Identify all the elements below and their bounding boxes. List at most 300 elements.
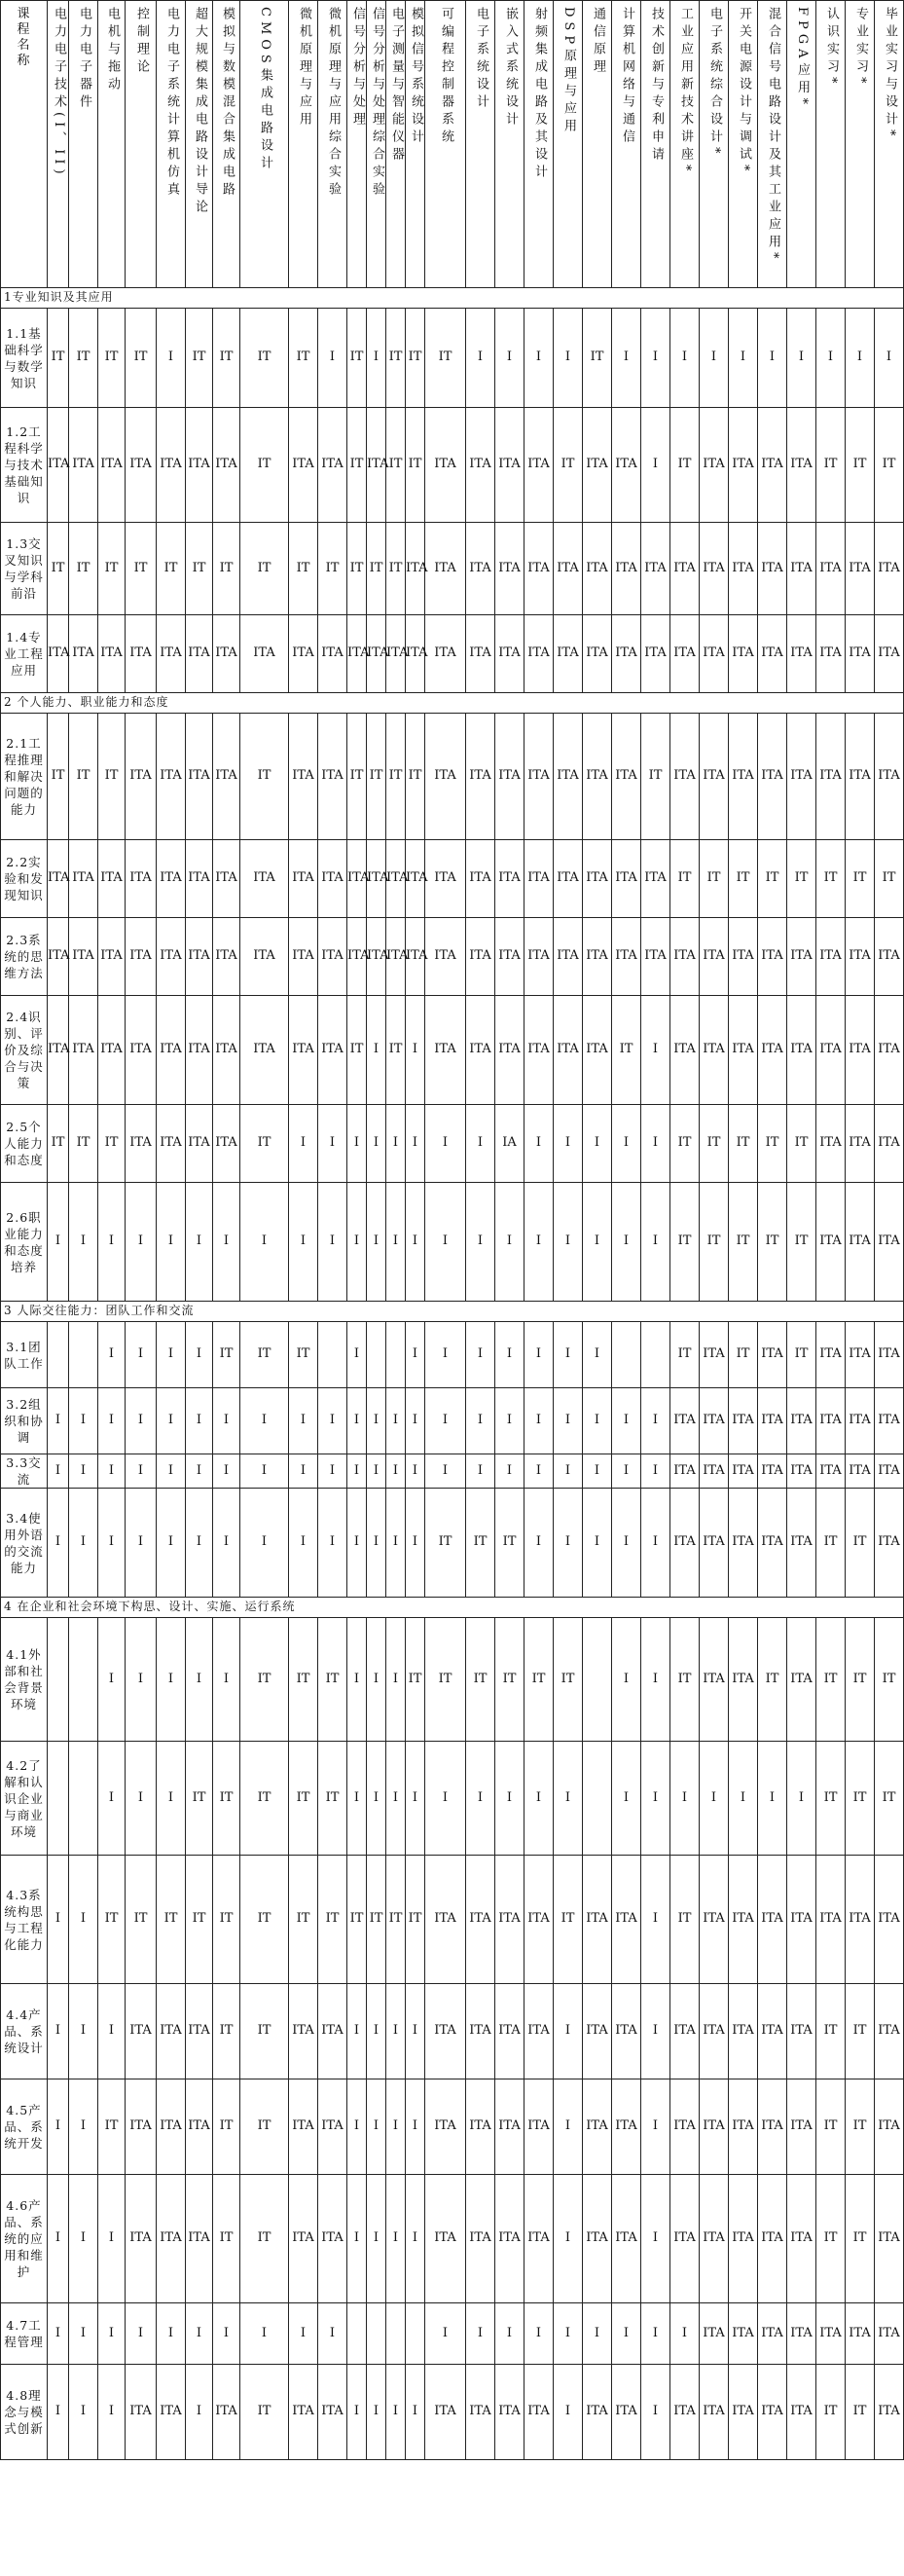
matrix-cell: ITA — [524, 918, 554, 996]
matrix-cell: I — [524, 1454, 554, 1489]
matrix-cell: ITA — [583, 714, 612, 840]
matrix-cell: ITA — [524, 408, 554, 523]
course-header-text: 认识实习* — [823, 7, 839, 89]
row-label: 2.1工程推理和解决问题的能力 — [1, 714, 48, 840]
course-header-text: 技术创新与专利申请 — [648, 7, 664, 165]
matrix-cell: IT — [816, 840, 846, 918]
matrix-cell: ITA — [157, 714, 186, 840]
course-header-19 — [554, 1, 583, 288]
matrix-cell: I — [98, 2365, 126, 2460]
matrix-cell: IT — [186, 1856, 213, 1984]
matrix-cell: ITA — [495, 996, 524, 1105]
matrix-cell: I — [466, 1322, 495, 1388]
matrix-cell: ITA — [240, 918, 289, 996]
matrix-cell: I — [425, 1454, 466, 1489]
matrix-cell — [48, 1618, 69, 1742]
matrix-cell: I — [367, 2079, 386, 2175]
matrix-cell: I — [213, 1183, 240, 1302]
matrix-cell: I — [524, 309, 554, 408]
matrix-cell: ITA — [846, 1183, 875, 1302]
matrix-cell: ITA — [729, 2365, 758, 2460]
matrix-cell: IT — [495, 1489, 524, 1598]
matrix-cell: ITA — [729, 996, 758, 1105]
matrix-cell: ITA — [875, 2175, 904, 2303]
matrix-cell: ITA — [466, 408, 495, 523]
matrix-cell: ITA — [554, 615, 583, 693]
matrix-cell: IT — [367, 523, 386, 615]
row-label: 2.5个人能力和态度 — [1, 1105, 48, 1183]
matrix-cell: IT — [846, 2079, 875, 2175]
matrix-cell: ITA — [466, 615, 495, 693]
matrix-cell: IT — [48, 523, 69, 615]
row-label: 3.1团队工作 — [1, 1322, 48, 1388]
matrix-cell: IT — [758, 1183, 787, 1302]
matrix-cell: IT — [347, 408, 367, 523]
matrix-cell: I — [69, 1183, 98, 1302]
matrix-cell: IT — [240, 408, 289, 523]
matrix-cell: ITA — [289, 714, 318, 840]
matrix-cell: ITA — [213, 918, 240, 996]
matrix-cell: I — [758, 309, 787, 408]
matrix-cell: ITA — [318, 2175, 347, 2303]
matrix-cell: I — [347, 2365, 367, 2460]
matrix-cell: I — [69, 1489, 98, 1598]
matrix-cell — [386, 2303, 406, 2365]
table-row — [1, 523, 904, 615]
matrix-cell: IT — [69, 523, 98, 615]
matrix-cell: IT — [186, 309, 213, 408]
matrix-cell: ITA — [787, 1618, 816, 1742]
matrix-cell: I — [787, 1742, 816, 1856]
matrix-cell: I — [524, 1183, 554, 1302]
matrix-cell: ITA — [126, 714, 157, 840]
course-header-11 — [347, 1, 367, 288]
matrix-cell: I — [495, 1388, 524, 1454]
row-label: 4.1外部和社会背景环境 — [1, 1618, 48, 1742]
matrix-cell: ITA — [48, 615, 69, 693]
matrix-cell: IT — [347, 309, 367, 408]
matrix-cell: ITA — [583, 918, 612, 996]
matrix-cell: ITA — [758, 1388, 787, 1454]
matrix-cell: IT — [816, 1984, 846, 2079]
matrix-cell: ITA — [240, 840, 289, 918]
matrix-cell: ITA — [289, 840, 318, 918]
matrix-cell: IT — [670, 1618, 700, 1742]
matrix-cell: ITA — [524, 840, 554, 918]
matrix-cell: ITA — [846, 1322, 875, 1388]
matrix-cell: IT — [875, 1618, 904, 1742]
matrix-cell: I — [69, 1388, 98, 1454]
matrix-cell: ITA — [69, 918, 98, 996]
matrix-cell: ITA — [729, 1984, 758, 2079]
matrix-cell: ITA — [406, 615, 425, 693]
matrix-cell: IT — [670, 1183, 700, 1302]
matrix-cell: IT — [240, 1322, 289, 1388]
matrix-cell: IT — [48, 1105, 69, 1183]
matrix-cell: I — [641, 1105, 670, 1183]
course-header-3 — [98, 1, 126, 288]
matrix-cell: ITA — [700, 1388, 729, 1454]
matrix-cell: ITA — [875, 918, 904, 996]
matrix-cell: ITA — [612, 1984, 641, 2079]
course-header-1 — [48, 1, 69, 288]
matrix-cell: I — [213, 2303, 240, 2365]
matrix-cell: ITA — [157, 918, 186, 996]
matrix-cell: ITA — [495, 615, 524, 693]
table-row — [1, 2175, 904, 2303]
matrix-cell: I — [48, 1454, 69, 1489]
matrix-cell: IT — [846, 1618, 875, 1742]
course-header-text: 开关电源设计与调试* — [736, 7, 751, 176]
matrix-cell: ITA — [846, 1105, 875, 1183]
table-row — [1, 840, 904, 918]
matrix-cell: ITA — [347, 615, 367, 693]
matrix-cell: ITA — [670, 523, 700, 615]
course-header-text: 计算机网络与通信 — [619, 7, 634, 147]
matrix-cell: IT — [386, 408, 406, 523]
matrix-cell: ITA — [289, 918, 318, 996]
matrix-cell: ITA — [126, 1984, 157, 2079]
matrix-cell: I — [69, 1856, 98, 1984]
course-header-text: 电力电子器件 — [76, 7, 91, 112]
course-header-27 — [787, 1, 816, 288]
matrix-cell: I — [425, 1105, 466, 1183]
matrix-cell: ITA — [466, 1984, 495, 2079]
section-title: 3 人际交往能力：团队工作和交流 — [1, 1302, 904, 1322]
matrix-cell: ITA — [126, 408, 157, 523]
course-header-16 — [466, 1, 495, 288]
matrix-cell: ITA — [700, 615, 729, 693]
matrix-cell: I — [367, 2175, 386, 2303]
matrix-cell: I — [406, 1322, 425, 1388]
matrix-cell: ITA — [213, 2365, 240, 2460]
matrix-cell: ITA — [213, 996, 240, 1105]
matrix-cell: I — [612, 1489, 641, 1598]
course-header-text: 信号分析与处理 — [349, 7, 365, 129]
matrix-cell: ITA — [729, 615, 758, 693]
matrix-cell: I — [347, 1489, 367, 1598]
course-header-text: 电子系统综合设计* — [706, 7, 722, 159]
matrix-cell: ITA — [612, 1856, 641, 1984]
matrix-cell: I — [347, 2175, 367, 2303]
matrix-cell: ITA — [583, 1856, 612, 1984]
matrix-cell — [386, 1322, 406, 1388]
matrix-cell: IT — [240, 1856, 289, 1984]
matrix-cell: IT — [240, 309, 289, 408]
matrix-cell: IT — [240, 1742, 289, 1856]
matrix-cell: ITA — [787, 2303, 816, 2365]
matrix-cell: IT — [846, 2175, 875, 2303]
matrix-cell: ITA — [612, 918, 641, 996]
table-row — [1, 1105, 904, 1183]
matrix-cell: ITA — [318, 714, 347, 840]
row-label: 4.3系统构思与工程化能力 — [1, 1856, 48, 1984]
matrix-cell: I — [554, 1984, 583, 2079]
matrix-cell: ITA — [186, 996, 213, 1105]
row-label: 3.2组织和协调 — [1, 1388, 48, 1454]
matrix-cell: I — [98, 1454, 126, 1489]
row-label: 1.2工程科学与技术基础知识 — [1, 408, 48, 523]
matrix-cell: I — [787, 309, 816, 408]
section-title: 2 个人能力、职业能力和态度 — [1, 693, 904, 714]
matrix-cell: ITA — [289, 615, 318, 693]
matrix-cell: ITA — [758, 1454, 787, 1489]
matrix-cell: IT — [186, 523, 213, 615]
matrix-cell: IT — [875, 408, 904, 523]
matrix-cell: IT — [816, 408, 846, 523]
matrix-cell: I — [157, 1322, 186, 1388]
matrix-cell: ITA — [213, 840, 240, 918]
matrix-cell: ITA — [787, 2365, 816, 2460]
course-name-header-text: 课程名称 — [17, 7, 31, 68]
course-header-text: 可编程控制器系统 — [438, 7, 453, 147]
header-row — [1, 1, 904, 288]
course-header-10 — [318, 1, 347, 288]
matrix-cell: ITA — [157, 996, 186, 1105]
row-label: 3.4使用外语的交流能力 — [1, 1489, 48, 1598]
matrix-cell: IT — [386, 996, 406, 1105]
matrix-cell: I — [367, 1984, 386, 2079]
matrix-cell: ITA — [670, 918, 700, 996]
matrix-cell: ITA — [466, 2175, 495, 2303]
matrix-cell: ITA — [846, 1454, 875, 1489]
matrix-cell: ITA — [758, 1856, 787, 1984]
table-row — [1, 2303, 904, 2365]
matrix-cell: ITA — [875, 615, 904, 693]
matrix-cell: ITA — [729, 2175, 758, 2303]
matrix-cell: IT — [816, 2365, 846, 2460]
matrix-cell: IT — [670, 408, 700, 523]
course-header-text: 射频集成电路及其设计 — [531, 7, 547, 182]
matrix-cell: IT — [816, 1742, 846, 1856]
matrix-cell: I — [641, 1742, 670, 1856]
matrix-cell: IT — [787, 1322, 816, 1388]
matrix-cell: I — [98, 1489, 126, 1598]
matrix-cell: I — [406, 2175, 425, 2303]
matrix-cell: ITA — [425, 996, 466, 1105]
matrix-cell: I — [425, 1322, 466, 1388]
matrix-cell: ITA — [425, 2079, 466, 2175]
matrix-cell: IT — [213, 1322, 240, 1388]
matrix-cell: I — [48, 1489, 69, 1598]
matrix-cell: I — [406, 2365, 425, 2460]
matrix-cell: IT — [846, 408, 875, 523]
row-label: 1.1基础科学与数学知识 — [1, 309, 48, 408]
course-header-18 — [524, 1, 554, 288]
matrix-cell: ITA — [406, 918, 425, 996]
matrix-cell: ITA — [816, 1454, 846, 1489]
course-header-text: 微机原理与应用综合实验 — [325, 7, 341, 200]
matrix-cell: IT — [69, 1105, 98, 1183]
matrix-cell: ITA — [98, 918, 126, 996]
matrix-cell: ITA — [700, 408, 729, 523]
matrix-cell: I — [318, 2303, 347, 2365]
matrix-cell: ITA — [700, 918, 729, 996]
section-title: 4 在企业和社会环境下构思、设计、实施、运行系统 — [1, 1598, 904, 1618]
matrix-cell: I — [186, 1183, 213, 1302]
matrix-cell: I — [69, 1984, 98, 2079]
matrix-cell: IT — [157, 1856, 186, 1984]
matrix-cell: I — [289, 2303, 318, 2365]
course-header-28 — [816, 1, 846, 288]
matrix-cell — [48, 1742, 69, 1856]
matrix-cell: ITA — [875, 2079, 904, 2175]
matrix-cell: ITA — [69, 840, 98, 918]
matrix-cell: I — [612, 1742, 641, 1856]
matrix-cell: ITA — [367, 840, 386, 918]
matrix-cell: ITA — [425, 1984, 466, 2079]
matrix-cell: I — [48, 2175, 69, 2303]
matrix-cell: IT — [69, 714, 98, 840]
matrix-cell: ITA — [524, 615, 554, 693]
course-header-text: 电力电子技术(I、II) — [51, 7, 66, 179]
matrix-cell: IT — [213, 2175, 240, 2303]
matrix-cell: ITA — [758, 2365, 787, 2460]
matrix-cell: IT — [98, 714, 126, 840]
matrix-cell: I — [347, 1322, 367, 1388]
matrix-cell: IT — [670, 1322, 700, 1388]
matrix-cell: ITA — [846, 1388, 875, 1454]
matrix-cell: ITA — [758, 615, 787, 693]
matrix-cell: ITA — [729, 408, 758, 523]
matrix-cell: IT — [495, 1618, 524, 1742]
matrix-cell: IT — [289, 523, 318, 615]
matrix-cell: I — [641, 996, 670, 1105]
row-label: 4.8理念与模式创新 — [1, 2365, 48, 2460]
matrix-cell: ITA — [846, 918, 875, 996]
matrix-cell: IT — [816, 1489, 846, 1598]
table-row — [1, 1742, 904, 1856]
course-header-text: 控制理论 — [133, 7, 149, 77]
matrix-cell: IT — [670, 1105, 700, 1183]
matrix-cell: ITA — [846, 615, 875, 693]
matrix-cell: I — [318, 1105, 347, 1183]
matrix-cell: ITA — [583, 408, 612, 523]
matrix-cell: IT — [612, 996, 641, 1105]
matrix-cell: IT — [700, 1105, 729, 1183]
matrix-cell: ITA — [186, 2079, 213, 2175]
matrix-cell: I — [700, 1742, 729, 1856]
row-label: 4.2了解和认识企业与商业环境 — [1, 1742, 48, 1856]
matrix-cell: ITA — [787, 996, 816, 1105]
matrix-cell: IT — [386, 309, 406, 408]
matrix-cell: I — [126, 1388, 157, 1454]
matrix-cell: ITA — [157, 408, 186, 523]
course-header-8 — [240, 1, 289, 288]
matrix-cell: IT — [816, 2175, 846, 2303]
matrix-cell: IT — [787, 1105, 816, 1183]
matrix-cell: IT — [758, 1618, 787, 1742]
matrix-cell: ITA — [816, 714, 846, 840]
matrix-cell: ITA — [583, 2365, 612, 2460]
course-header-text: 通信原理 — [590, 7, 605, 77]
matrix-cell: I — [583, 1322, 612, 1388]
matrix-cell: ITA — [466, 840, 495, 918]
matrix-cell: I — [612, 1105, 641, 1183]
matrix-cell: ITA — [524, 2079, 554, 2175]
matrix-cell: ITA — [846, 1856, 875, 1984]
matrix-cell: I — [554, 309, 583, 408]
matrix-cell: IT — [386, 714, 406, 840]
course-header-text: 混合信号电路设计及其工业应用* — [765, 7, 780, 264]
matrix-cell: ITA — [386, 615, 406, 693]
matrix-cell: IT — [98, 309, 126, 408]
matrix-cell: I — [157, 1618, 186, 1742]
matrix-cell: I — [347, 1454, 367, 1489]
matrix-cell: ITA — [700, 2175, 729, 2303]
matrix-cell: IT — [289, 1322, 318, 1388]
course-header-26 — [758, 1, 787, 288]
matrix-cell: I — [612, 1454, 641, 1489]
matrix-cell: I — [425, 1742, 466, 1856]
matrix-cell: IT — [406, 714, 425, 840]
matrix-cell: ITA — [425, 714, 466, 840]
matrix-cell: IT — [213, 523, 240, 615]
matrix-cell: ITA — [554, 996, 583, 1105]
matrix-cell: ITA — [816, 1183, 846, 1302]
matrix-cell: IT — [524, 1618, 554, 1742]
table-row — [1, 1856, 904, 1984]
matrix-cell: IT — [98, 2079, 126, 2175]
section-header-row — [1, 1302, 904, 1322]
matrix-cell: ITA — [729, 523, 758, 615]
matrix-cell: I — [425, 2303, 466, 2365]
matrix-cell: I — [240, 2303, 289, 2365]
matrix-cell: IT — [213, 309, 240, 408]
matrix-cell: ITA — [612, 840, 641, 918]
matrix-cell: I — [406, 1454, 425, 1489]
matrix-cell: ITA — [213, 1105, 240, 1183]
matrix-cell: I — [466, 2303, 495, 2365]
matrix-cell: I — [240, 1183, 289, 1302]
matrix-cell: IT — [347, 523, 367, 615]
matrix-cell: ITA — [554, 714, 583, 840]
table-row — [1, 918, 904, 996]
matrix-cell: IT — [318, 1856, 347, 1984]
matrix-cell: IT — [729, 1322, 758, 1388]
matrix-cell: I — [554, 1322, 583, 1388]
matrix-cell: ITA — [729, 714, 758, 840]
matrix-cell: ITA — [758, 2079, 787, 2175]
matrix-cell: ITA — [787, 615, 816, 693]
matrix-cell: I — [406, 1183, 425, 1302]
course-header-text: 微机原理与应用 — [296, 7, 311, 129]
matrix-cell: ITA — [367, 918, 386, 996]
matrix-cell: I — [524, 1742, 554, 1856]
course-header-text: 毕业实习与设计* — [882, 7, 897, 141]
matrix-cell: ITA — [670, 2175, 700, 2303]
matrix-cell: ITA — [213, 408, 240, 523]
matrix-cell: I — [554, 1388, 583, 1454]
matrix-cell: ITA — [816, 996, 846, 1105]
matrix-cell: ITA — [48, 840, 69, 918]
matrix-cell: I — [48, 2365, 69, 2460]
matrix-cell: I — [157, 1489, 186, 1598]
matrix-cell: I — [495, 1454, 524, 1489]
matrix-cell: IT — [466, 1618, 495, 1742]
course-header-text: 电子系统设计 — [473, 7, 488, 112]
matrix-cell: ITA — [186, 408, 213, 523]
matrix-cell: ITA — [186, 1105, 213, 1183]
course-header-24 — [700, 1, 729, 288]
matrix-cell: ITA — [186, 1984, 213, 2079]
matrix-cell: IA — [495, 1105, 524, 1183]
matrix-cell: I — [69, 2079, 98, 2175]
course-header-29 — [846, 1, 875, 288]
matrix-cell: ITA — [875, 2303, 904, 2365]
matrix-cell: I — [98, 1183, 126, 1302]
matrix-cell: IT — [641, 714, 670, 840]
